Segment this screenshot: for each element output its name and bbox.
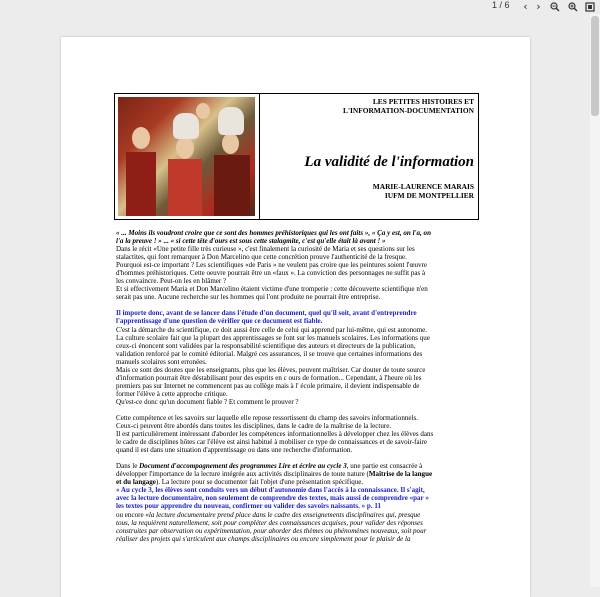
author-block <box>373 182 474 200</box>
chevron-right-icon[interactable]: › <box>536 0 541 13</box>
zoom-in-icon[interactable] <box>566 0 579 13</box>
series-title: LES PETITES HISTOIRES ET L'INFORMATION-DOCUMENTATION <box>343 97 474 115</box>
viewer-toolbar <box>0 0 600 14</box>
paragraph: Dans le récit «Une petite fille très curieuse », c'est finalement la curiosité de Maria et ses questions sur les stalactites, qui font remarquer à Don Marcelino que cette concrétion prouve l'authenticité de la fresque. Pourquoi est-ce important ? Les scientifiques «de Paris » ne veulent pas croire que les peintures soient l'œuvre d'hommes préhistoriques. Cette oeuvre pourrait être un «faux ». La conviction des personnages ne suffit pas à les convaincre. Peut-on les en blâmer ? Et si effectivement Maria et Don Marcelino étaient victime d'une tromperie : cette découverte scientifique n'en serait pas une. Aucune recherche sur les hommes qui l'ont produite ne pourrait être entreprise. <box>116 245 428 302</box>
paragraph: Cette compétence et les savoirs sur laquelle elle repose ressortissent du champ des savoirs informationnels. Ceux-ci peuvent être abordés dans toutes les disciplines, dans le cadre de la maîtrise de la lecture. Il est particulièrement intéressant d'aborder les compétences informationnelles à développer chez les élèves dans le cadre de disciplines hôtes car l'élève est ainsi habitué à mobiliser ce type de connaissances et de savoir-faire quand il est dans une situation d'apprentissage ou dans une recherche d'information. <box>116 413 434 455</box>
author-name: MARIE-LAURENCE MARAIS <box>372 182 474 191</box>
scrollbar-thumb[interactable] <box>591 16 599 116</box>
header-divider <box>259 94 260 219</box>
article-body <box>116 229 477 543</box>
highlighted-statement: Il importe donc, avant de se lancer dans l'étude d'un document, quel qu'il soit, avant d'entreprendre l'apprentissage d'une question de vérifier que ce document est fiable. <box>116 309 417 326</box>
vertical-scrollbar[interactable] <box>590 14 600 587</box>
article-header <box>114 93 479 220</box>
opening-quote: « ... Moins ils voudront croire que ce sont des hommes préhistoriques qui les ont faits », « Ça y est, on l'a, on l'a la preuve ! » ... « si cette tête d'ours est sous cette stalagmite, c'est qu'elle était là avant ! » <box>116 229 431 246</box>
painting-image <box>118 97 255 216</box>
paragraph: Dans le Document d'accompagnement des programmes Lire et écrire au cycle 3, une partie est consacrée à développer l'importance de la lecture intégrée aux activités disciplinaires de toute nature (Maîtrise de la langue et du langage). La lecture pour se documenter fait l'objet d'une présentation spécifique. <box>116 462 433 487</box>
paragraph: C'est la démarche du scientifique, ce doit aussi être celle de celui qui apprend par lui-même, qui est autonome. La culture scolaire fait que la plupart des apprentissages se font sur les manuels scolaires. Les informations que ceux-ci énoncent sont validées par la responsabilité scientifique des auteurs et directeurs de la publication, validation renforcé par le comité éditorial. Malgré ces assurances, il se trouve que certaines informations des manuels scolaires sont erronées. Mais ce sont des doutes que les enseignants, plus que les élèves, peuvent maîtriser. Car douter de toute source d'information pourrait être déstabilisant pour des esprits en c ours de formation... Cependant, à l'heure où les premiers pas sur Internet ne commencent pas au collège mais à l' école primaire, il devient indispensable de former l'élève à cette approche critique. Qu'est-ce donc qu'un document fiable ? Et comment le prouver ? <box>116 325 430 406</box>
highlighted-quote: « Au cycle 3, les élèves sont conduits vers un début d'autonomie dans l'accès à la connaissance. Il s'agit, avec la lecture documentaire, non seulement de comprendre des textes, mais aussi de comprendre «par » les textes pour apprendre du nouveau, confirmer ou valider des savoirs naissants. » p. 11 <box>116 486 429 511</box>
document-page <box>61 37 530 597</box>
article-title: La validité de l'information <box>304 154 474 170</box>
author-institution: IUFM DE MONTPELLIER <box>384 191 474 200</box>
zoom-out-icon[interactable] <box>548 0 561 13</box>
chevron-left-icon[interactable]: ‹ <box>523 0 528 13</box>
paragraph: ou encore «la lecture documentaire prend place dans le cadre des enseignements disciplinaires qui, presque tous, la requièrent naturellement, soit pour compléter des connaissances acquises, pour valider des réponses construites par observation ou expérimentation, pour aborder des thèmes ou phénomènes nouveaux, soit pour réaliser des projets qui s'articulent aux champs disciplinaires ou encore simplement pour le plaisir de la <box>116 510 427 543</box>
page-counter: 1 / 6 <box>492 0 510 10</box>
fit-page-icon[interactable] <box>583 0 596 13</box>
